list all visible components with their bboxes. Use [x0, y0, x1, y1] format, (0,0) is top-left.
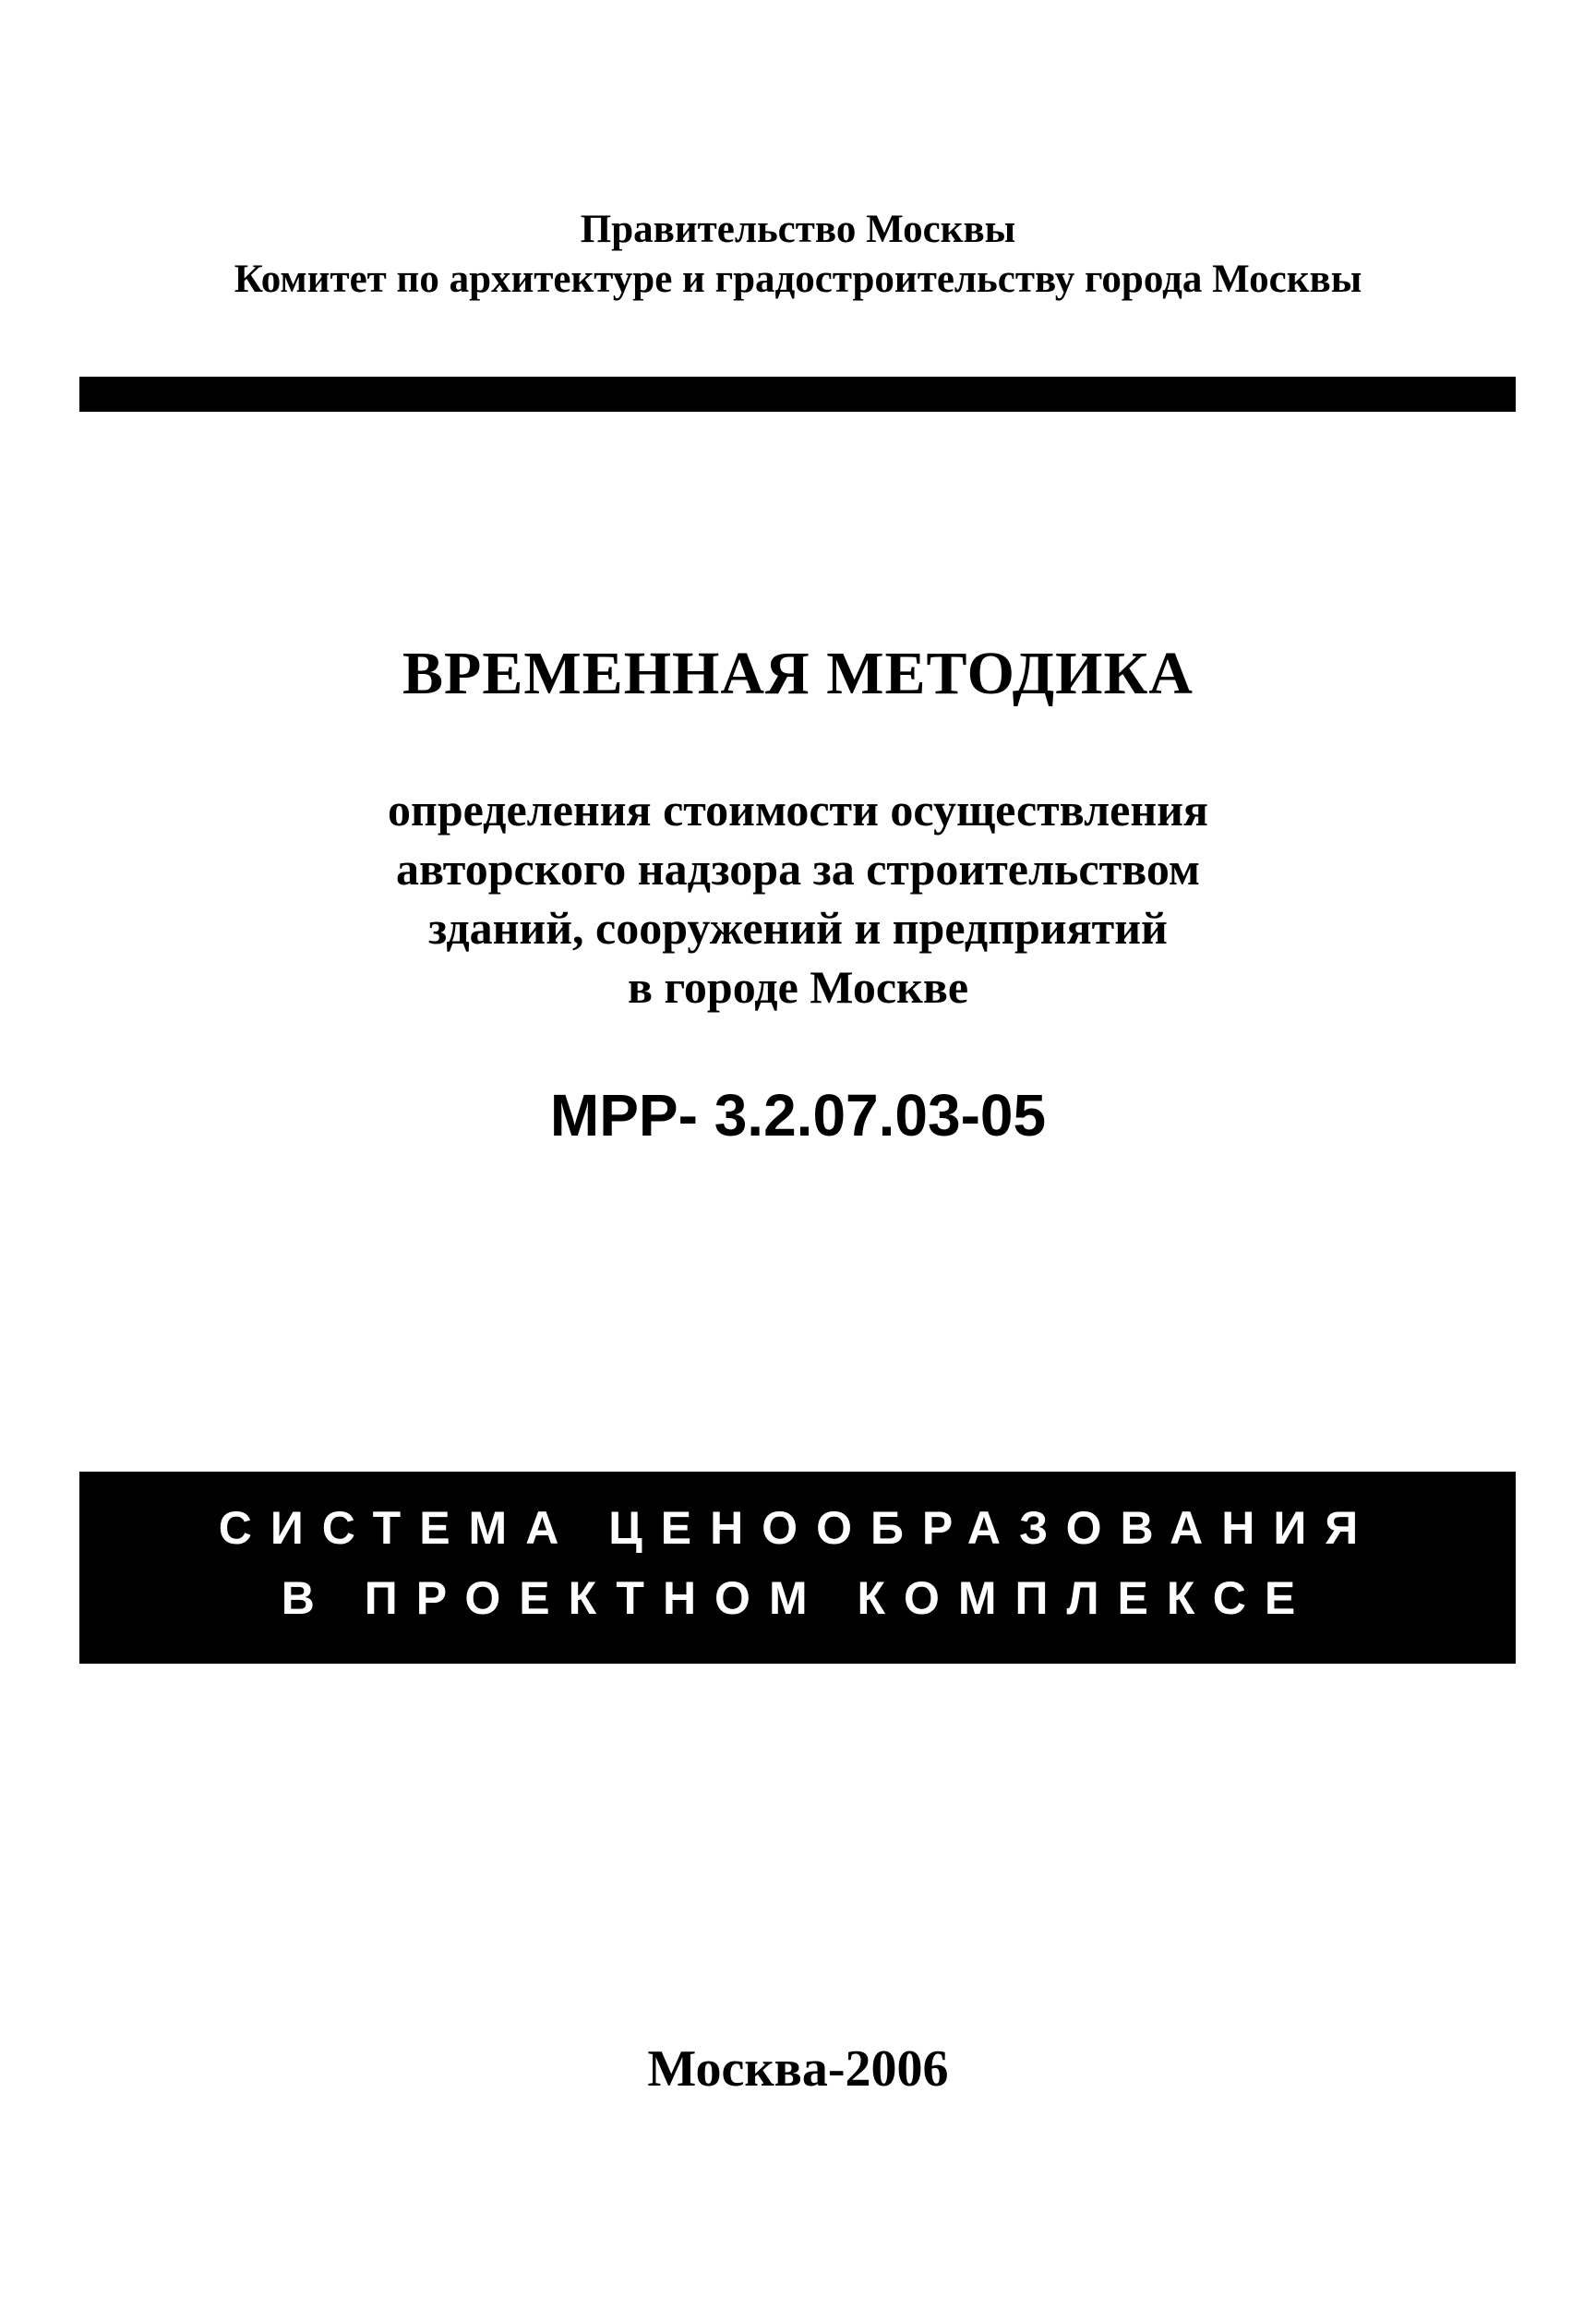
document-code: МРР- 3.2.07.03-05 [549, 1082, 1047, 1148]
subtitle-line-1: определения стоимости осуществления [388, 784, 1208, 836]
document-subtitle [0, 780, 1596, 1016]
imprint-city-year: Москва-2006 [647, 2040, 949, 2098]
subtitle-line-3: зданий, сооружений и предприятий [428, 902, 1168, 954]
top-divider-bar [79, 377, 1516, 412]
series-line-2: В ПРОЕКТНОМ КОМПЛЕКСЕ [281, 1572, 1314, 1624]
document-title: ВРЕМЕННАЯ МЕТОДИКА [402, 640, 1194, 707]
subtitle-line-4: в городе Москве [627, 961, 969, 1013]
subtitle-line-2: авторского надзора за строительством [396, 843, 1200, 895]
issuer-block [0, 205, 1596, 305]
series-line-1: СИСТЕМА ЦЕНООБРАЗОВАНИЯ [218, 1502, 1377, 1554]
series-banner [79, 1472, 1516, 1664]
issuer-committee: Комитет по архитектуре и градостроительству города Москвы [234, 258, 1362, 301]
issuer-government: Правительство Москвы [580, 208, 1016, 251]
